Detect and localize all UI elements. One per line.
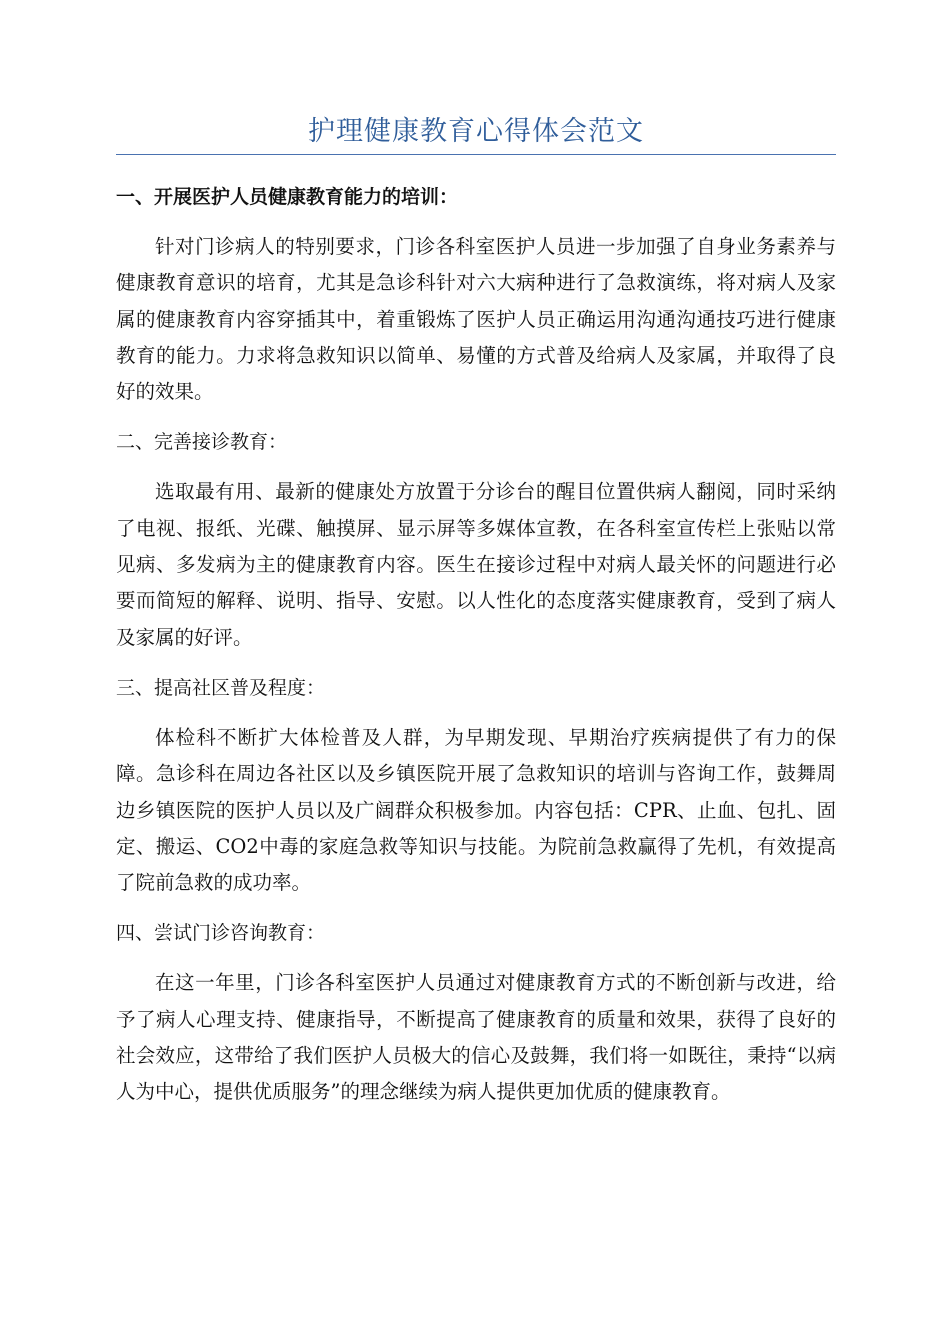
section-paragraph: 体检科不断扩大体检普及人群，为早期发现、早期治疗疾病提供了有力的保障。急诊科在周边各社区以及乡镇医院开展了急救知识的培训与咨询工作，鼓舞周边乡镇医院的医护人员以及广阔群众积极参加。内容包括：CPR、止血、包扎、固定、搬运、CO2中毒的家庭急救等知识与技能。为院前急救赢得了先机，有效提高了院前急救的成功率。 [116,725,836,895]
section-paragraph: 选取最有用、最新的健康处方放置于分诊台的醒目位置供病人翻阅，同时采纳了电视、报纸、光碟、触摸屏、显示屏等多媒体宣教，在各科室宣传栏上张贴以常见病、多发病为主的健康教育内容。医生在接诊过程中对病人最关怀的问题进行必要而简短的解释、说明、指导、安慰。以人性化的态度落实健康教育，受到了病人及家属的好评。 [116,480,836,649]
section-heading: 一、开展医护人员健康教育能力的培训： [116,186,459,208]
section-heading: 三、提高社区普及程度： [116,676,326,699]
section-heading: 二、完善接诊教育： [116,431,288,454]
section-4 [116,915,836,1110]
title-underline [116,154,836,155]
section-1 [116,179,836,410]
section-paragraph: 针对门诊病人的特别要求，门诊各科室医护人员进一步加强了自身业务素养与健康教育意识的培育，尤其是急诊科针对六大病种进行了急救演练，将对病人及家属的健康教育内容穿插其中，着重锻炼了医护人员正确运用沟通沟通技巧进行健康教育的能力。力求将急救知识以简单、易懂的方式普及给病人及家属，并取得了良好的效果。 [116,235,836,404]
section-heading: 四、尝试门诊咨询教育： [116,922,326,945]
section-2 [116,424,836,655]
section-paragraph: 在这一年里，门诊各科室医护人员通过对健康教育方式的不断创新与改进，给予了病人心理支持、健康指导，不断提高了健康教育的质量和效果，获得了良好的社会效应，这带给了我们医护人员极大的信心及鼓舞，我们将一如既往，秉持“以病人为中心，提供优质服务”的理念继续为病人提供更加优质的健康教育。 [116,971,836,1104]
document-title: 护理健康教育心得体会范文 [308,116,644,147]
document-page [116,112,836,1111]
section-3 [116,670,836,901]
